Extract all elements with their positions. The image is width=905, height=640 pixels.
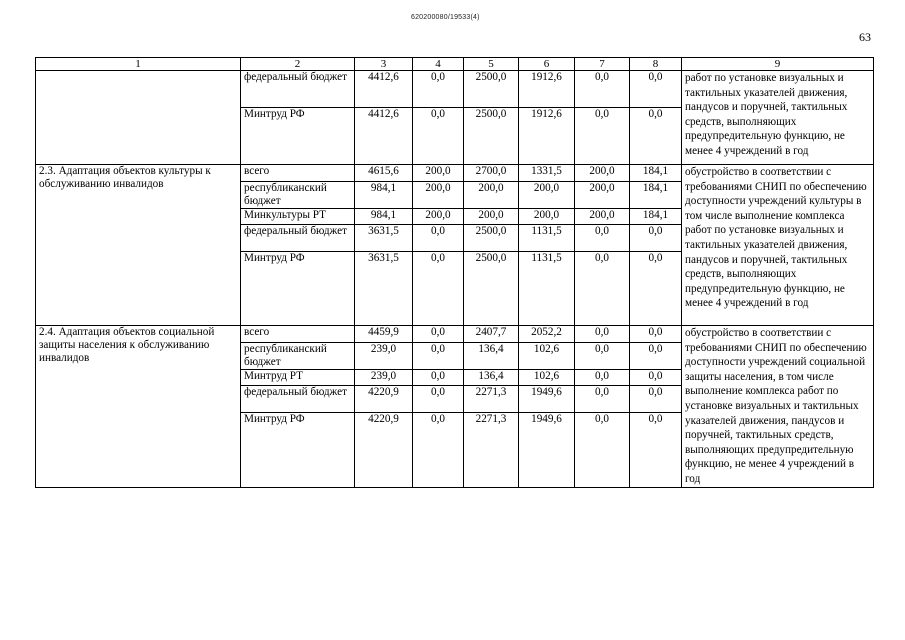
table-row [36, 326, 874, 343]
funding-source-cell: федеральный бюджет [241, 386, 355, 413]
document-id: 620200080/19533(4) [411, 14, 480, 21]
value-cell: 3631,5 [355, 225, 413, 252]
value-cell: 200,0 [413, 165, 464, 182]
value-cell: 136,4 [464, 343, 519, 370]
value-cell: 102,6 [519, 343, 575, 370]
value-cell: 2700,0 [464, 165, 519, 182]
value-cell: 0,0 [630, 108, 682, 165]
value-cell: 200,0 [575, 209, 630, 225]
value-cell: 984,1 [355, 209, 413, 225]
value-cell: 0,0 [575, 370, 630, 386]
value-cell: 0,0 [413, 71, 464, 108]
value-cell: 0,0 [575, 225, 630, 252]
value-cell: 4220,9 [355, 413, 413, 487]
value-cell: 0,0 [575, 108, 630, 165]
expected-result-cell: работ по установке визуальных и тактильных указателей движения, пандусов и поручней, тактильных средств, выполняющих предупредительную функцию, не менее 4 учреждений в год [682, 71, 874, 165]
funding-source-cell: Минкультуры РТ [241, 209, 355, 225]
value-cell: 1912,6 [519, 108, 575, 165]
value-cell: 200,0 [575, 165, 630, 182]
value-cell: 4220,9 [355, 386, 413, 413]
value-cell: 0,0 [575, 71, 630, 108]
value-cell: 0,0 [630, 71, 682, 108]
value-cell: 102,6 [519, 370, 575, 386]
value-cell: 0,0 [575, 413, 630, 487]
value-cell: 0,0 [630, 326, 682, 343]
value-cell: 4412,6 [355, 71, 413, 108]
column-header: 4 [413, 58, 464, 71]
value-cell: 2500,0 [464, 71, 519, 108]
value-cell: 200,0 [464, 182, 519, 209]
value-cell: 3631,5 [355, 252, 413, 326]
value-cell: 4412,6 [355, 108, 413, 165]
value-cell: 2500,0 [464, 252, 519, 326]
value-cell: 984,1 [355, 182, 413, 209]
value-cell: 239,0 [355, 343, 413, 370]
table-body [36, 58, 874, 488]
funding-source-cell: Минтруд РФ [241, 108, 355, 165]
value-cell: 2407,7 [464, 326, 519, 343]
value-cell: 200,0 [464, 209, 519, 225]
value-cell: 0,0 [630, 343, 682, 370]
value-cell: 1331,5 [519, 165, 575, 182]
page-number: 63 [859, 30, 871, 44]
table-row [36, 71, 874, 108]
value-cell: 2271,3 [464, 386, 519, 413]
value-cell: 239,0 [355, 370, 413, 386]
column-header: 7 [575, 58, 630, 71]
value-cell: 2271,3 [464, 413, 519, 487]
value-cell: 200,0 [575, 182, 630, 209]
value-cell: 0,0 [413, 225, 464, 252]
value-cell: 184,1 [630, 209, 682, 225]
value-cell: 200,0 [519, 182, 575, 209]
value-cell: 0,0 [575, 386, 630, 413]
measure-name-cell [36, 71, 241, 165]
value-cell: 4459,9 [355, 326, 413, 343]
value-cell: 200,0 [413, 209, 464, 225]
table-row [36, 165, 874, 182]
value-cell: 200,0 [413, 182, 464, 209]
value-cell: 0,0 [413, 413, 464, 487]
column-header: 8 [630, 58, 682, 71]
funding-source-cell: республиканский бюджет [241, 343, 355, 370]
value-cell: 0,0 [630, 370, 682, 386]
value-cell: 1131,5 [519, 225, 575, 252]
value-cell: 200,0 [519, 209, 575, 225]
value-cell: 0,0 [575, 343, 630, 370]
value-cell: 0,0 [413, 343, 464, 370]
value-cell: 1949,6 [519, 386, 575, 413]
budget-table [35, 57, 874, 488]
column-header: 2 [241, 58, 355, 71]
funding-source-cell: всего [241, 165, 355, 182]
funding-source-cell: федеральный бюджет [241, 71, 355, 108]
funding-source-cell: всего [241, 326, 355, 343]
value-cell: 0,0 [630, 225, 682, 252]
value-cell: 184,1 [630, 182, 682, 209]
value-cell: 184,1 [630, 165, 682, 182]
funding-source-cell: республиканский бюджет [241, 182, 355, 209]
value-cell: 1949,6 [519, 413, 575, 487]
value-cell: 2052,2 [519, 326, 575, 343]
value-cell: 1912,6 [519, 71, 575, 108]
measure-name-cell: 2.4. Адаптация объектов социальной защиты населения к обслуживанию инвалидов [36, 326, 241, 488]
column-header: 3 [355, 58, 413, 71]
value-cell: 0,0 [630, 386, 682, 413]
table-header-row [36, 58, 874, 71]
value-cell: 0,0 [575, 326, 630, 343]
value-cell: 2500,0 [464, 225, 519, 252]
value-cell: 0,0 [413, 326, 464, 343]
column-header: 6 [519, 58, 575, 71]
value-cell: 0,0 [413, 108, 464, 165]
funding-source-cell: Минтруд РФ [241, 413, 355, 487]
column-header: 9 [682, 58, 874, 71]
value-cell: 0,0 [413, 386, 464, 413]
value-cell: 2500,0 [464, 108, 519, 165]
value-cell: 136,4 [464, 370, 519, 386]
expected-result-cell: обустройство в соответствии с требованиями СНИП по обеспечению доступности учреждений социальной защиты населения, в том числе выполнение комплекса работ по установке визуальных и тактильных указателей движения, пандусов и поручней, тактильных средств, выполняющих предупредительную функцию, не менее 4 учреждений в год [682, 326, 874, 488]
column-header: 5 [464, 58, 519, 71]
value-cell: 0,0 [575, 252, 630, 326]
funding-source-cell: федеральный бюджет [241, 225, 355, 252]
value-cell: 1131,5 [519, 252, 575, 326]
measure-name-cell: 2.3. Адаптация объектов культуры к обслуживанию инвалидов [36, 165, 241, 326]
funding-source-cell: Минтруд РТ [241, 370, 355, 386]
funding-source-cell: Минтруд РФ [241, 252, 355, 326]
expected-result-cell: обустройство в соответствии с требованиями СНИП по обеспечению доступности учреждений культуры в том числе выполнение комплекса работ по установке визуальных и тактильных указателей движения, пандусов и поручней, тактильных средств, выполняющих предупредительную функцию, не менее 4 учреждений в год [682, 165, 874, 326]
value-cell: 4615,6 [355, 165, 413, 182]
value-cell: 0,0 [413, 370, 464, 386]
value-cell: 0,0 [413, 252, 464, 326]
column-header: 1 [36, 58, 241, 71]
value-cell: 0,0 [630, 252, 682, 326]
value-cell: 0,0 [630, 413, 682, 487]
